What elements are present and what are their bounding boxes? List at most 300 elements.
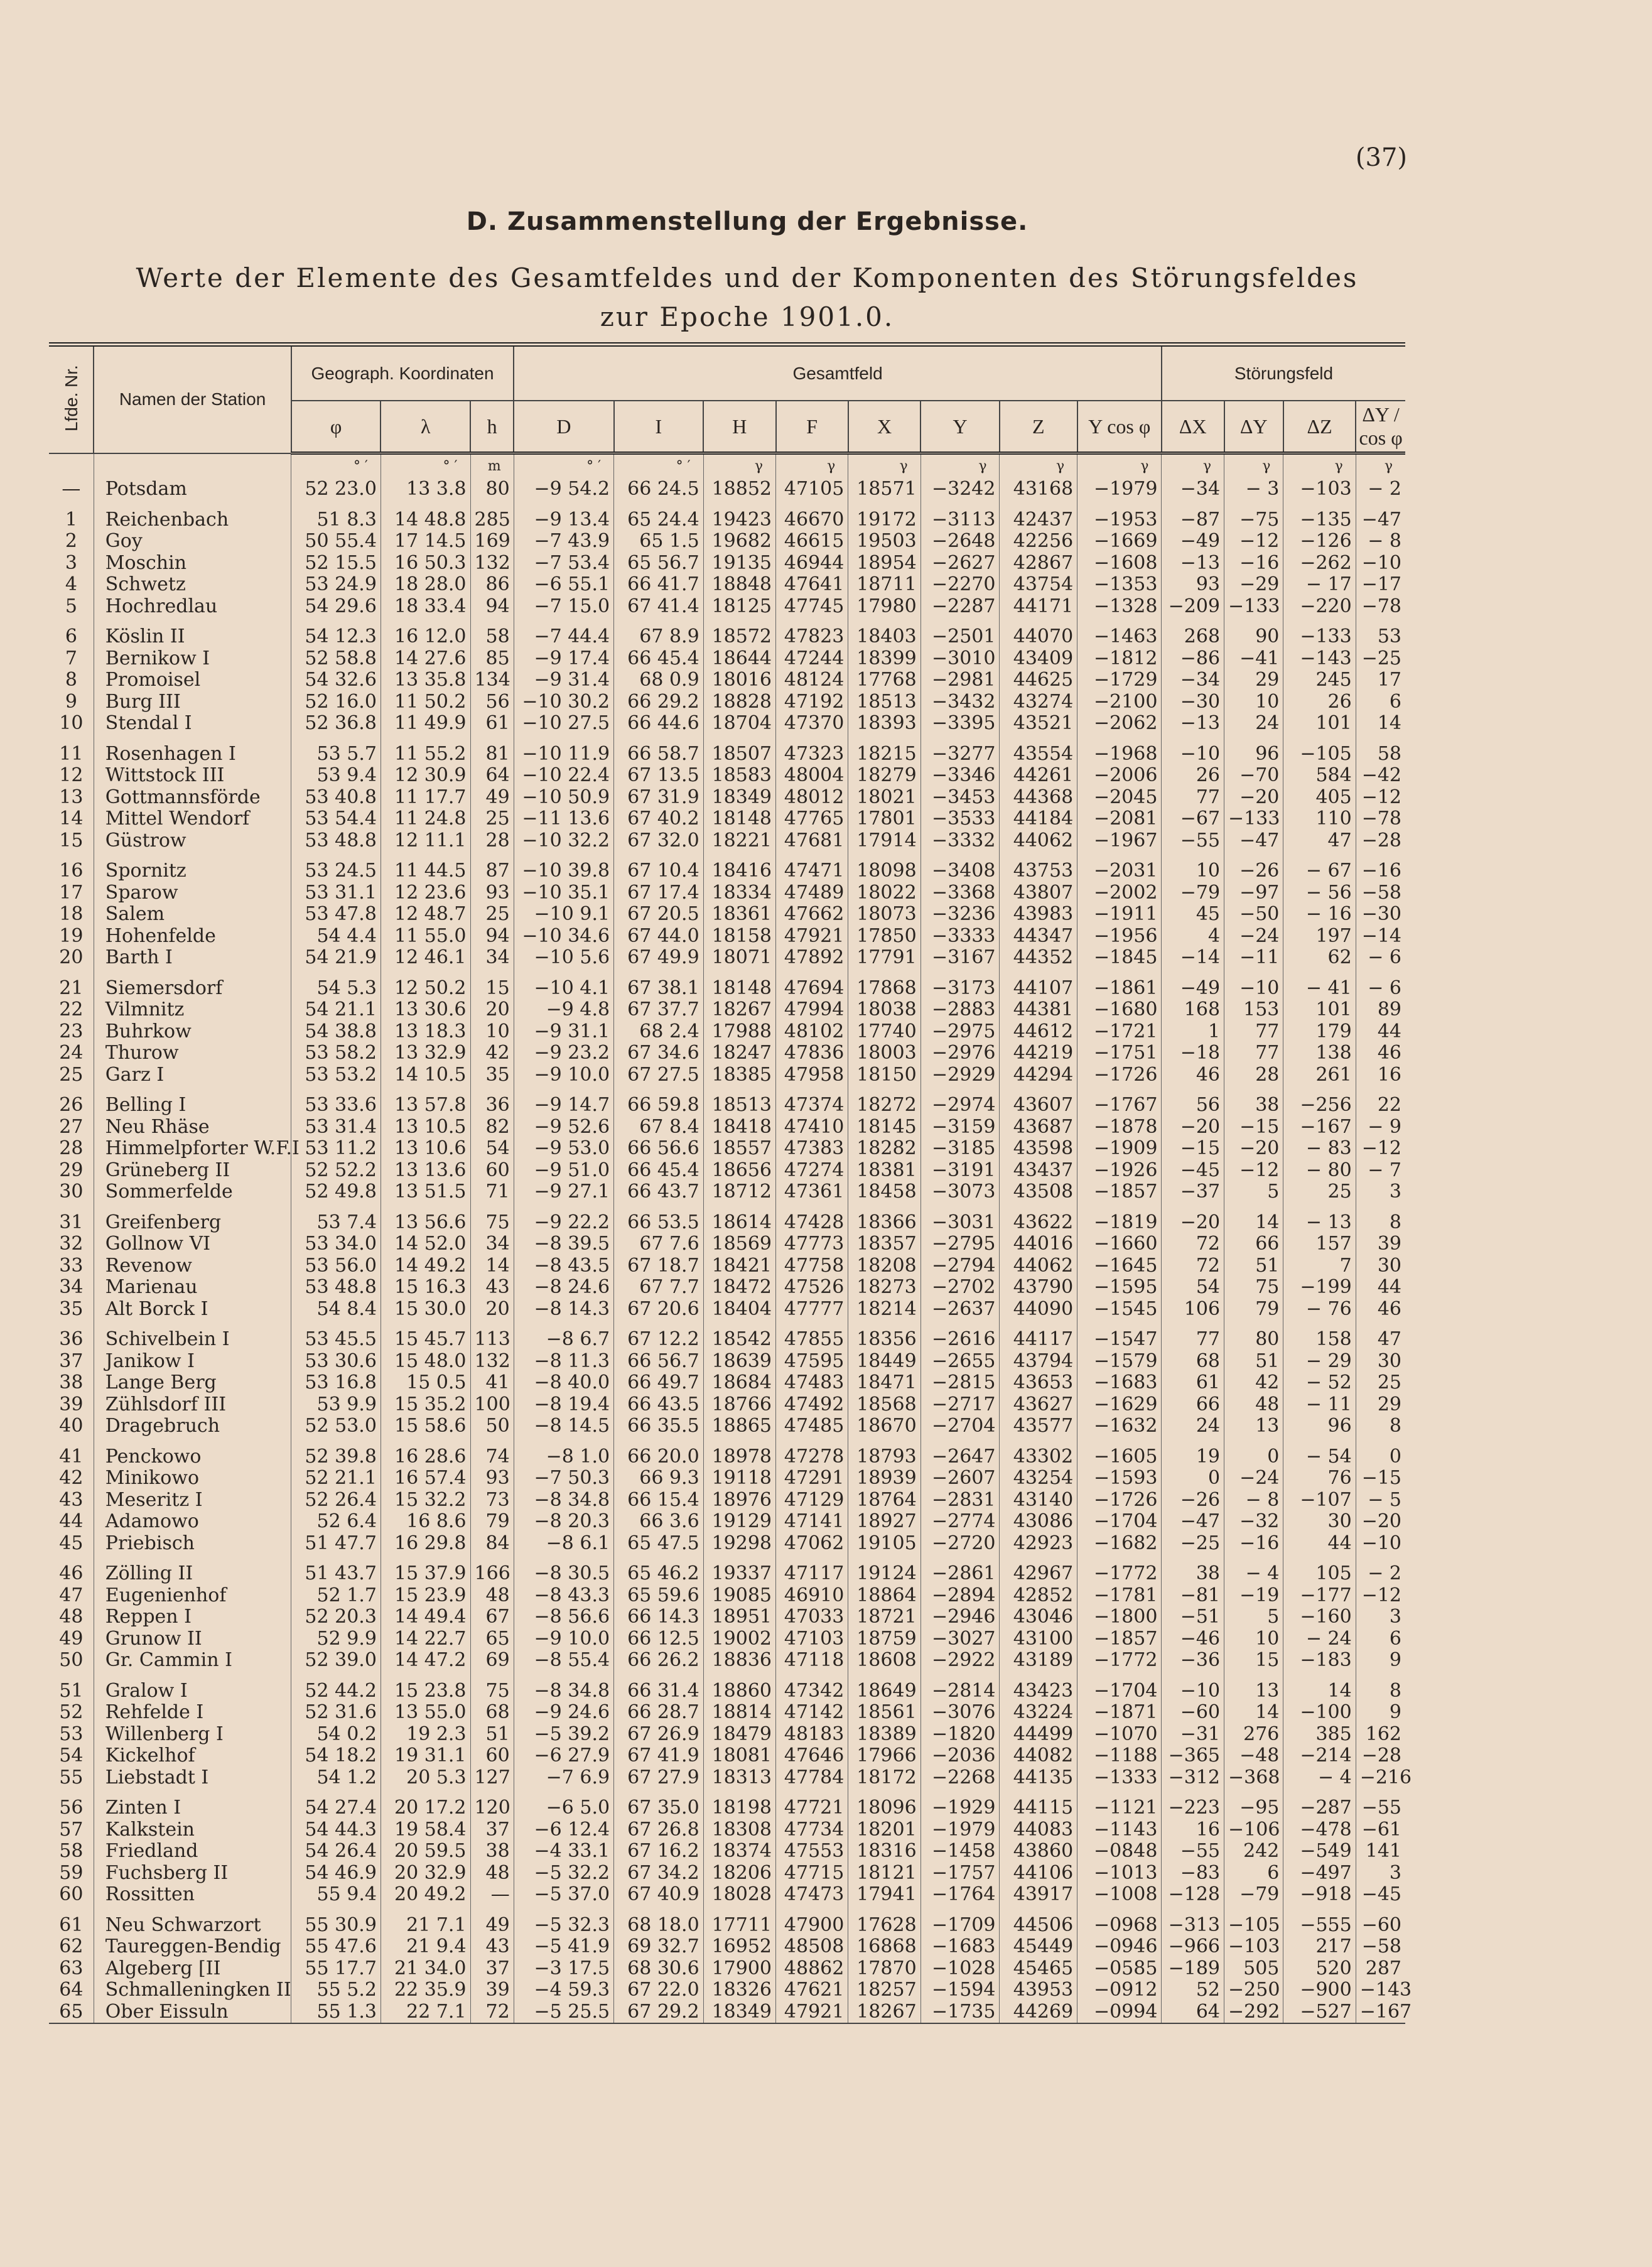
group-spacer	[49, 735, 1405, 744]
table-row	[49, 1212, 1405, 1234]
value-cell: 43168	[1000, 479, 1077, 500]
spacer-cell	[776, 500, 848, 509]
row-number: 54	[49, 1745, 94, 1767]
value-cell: 66 35.5	[614, 1415, 704, 1437]
value-cell: 39	[1377, 1233, 1401, 1255]
row-number: 60	[49, 1884, 94, 1906]
value-cell: − 4	[1224, 1563, 1283, 1585]
spacer-cell	[776, 735, 848, 744]
value-cell: −105	[1283, 744, 1356, 766]
value-cell: 67 49.9	[614, 947, 704, 969]
value-cell: 72	[1162, 1233, 1224, 1255]
value-cell: − 11	[1283, 1394, 1356, 1416]
value-cell: 43983	[1000, 904, 1077, 926]
value-cell: 47118	[776, 1650, 848, 1672]
station-name: Fuchsberg II	[94, 1863, 291, 1885]
spacer-cell	[776, 969, 848, 978]
value-cell: 67 7.7	[614, 1277, 704, 1299]
value-cell: 42923	[1000, 1533, 1077, 1555]
value-cell: 24	[1162, 1415, 1224, 1437]
value-cell: −87	[1162, 509, 1224, 531]
station-name: Greifenberg	[94, 1212, 291, 1234]
row-number: 4	[49, 574, 94, 596]
value-cell: 94	[470, 926, 514, 948]
value-cell: −1929	[920, 1797, 1000, 1819]
spacer-cell	[848, 1906, 920, 1915]
value-cell: −47	[1224, 830, 1283, 852]
table-row	[49, 1841, 1405, 1863]
spacer-cell	[291, 1203, 381, 1212]
value-cell: −9 10.0	[514, 1064, 613, 1086]
value-cell: −918	[1283, 1884, 1356, 1906]
value-cell: 44219	[1000, 1042, 1077, 1064]
value-cell: 67 13.5	[614, 765, 704, 787]
spacer-cell	[703, 969, 775, 978]
value-cell: 268	[1162, 626, 1224, 648]
value-cell: 106	[1162, 1299, 1224, 1321]
value-cell: 53 48.8	[291, 1277, 381, 1299]
spacer-cell	[1224, 735, 1283, 744]
value-cell: − 9	[1368, 1115, 1401, 1138]
spacer-cell	[920, 1554, 1000, 1563]
header-geo: Geograph. Koordinaten	[291, 345, 514, 401]
row-number: 53	[49, 1724, 94, 1746]
table-row	[49, 1797, 1405, 1819]
table-row	[49, 531, 1405, 553]
value-cell: 6	[1224, 1863, 1283, 1885]
value-cell: 38	[1162, 1563, 1224, 1585]
station-name: Barth I	[94, 947, 291, 969]
value-cell: −1735	[920, 2001, 1000, 2024]
results-table-wrapper	[49, 342, 1412, 2024]
value-cell: 54 46.9	[291, 1863, 381, 1885]
table-subtitle	[0, 259, 1494, 337]
spacer-cell	[614, 1086, 704, 1095]
spacer-cell	[514, 1320, 613, 1329]
value-cell: 79	[1224, 1299, 1283, 1321]
value-cell: 65 46.2	[614, 1563, 704, 1585]
spacer-cell	[470, 1086, 514, 1095]
value-cell: 68	[470, 1702, 514, 1724]
value-cell: 42	[1224, 1372, 1283, 1394]
value-cell: 77	[1224, 1042, 1283, 1064]
value-cell: 66 44.6	[614, 713, 704, 735]
value-cell: −12	[1224, 531, 1283, 553]
row-number: 57	[49, 1819, 94, 1841]
row-number: 29	[49, 1160, 94, 1182]
table-row	[49, 1884, 1405, 1906]
value-cell: −9 24.6	[514, 1702, 613, 1724]
value-cell: 30	[1377, 1350, 1401, 1372]
spacer-cell	[1283, 1437, 1356, 1446]
value-cell: 47103	[776, 1628, 848, 1650]
table-row	[49, 626, 1405, 648]
value-cell: 18021	[848, 787, 920, 809]
spacer-cell	[514, 500, 613, 509]
value-cell: 76	[1283, 1468, 1356, 1490]
value-cell: −8 14.5	[514, 1415, 613, 1437]
spacer-cell	[1224, 500, 1283, 509]
spacer-cell	[1356, 1672, 1405, 1680]
value-cell: −1781	[1077, 1585, 1162, 1607]
spacer-cell	[1356, 852, 1405, 860]
value-cell: 52 44.2	[291, 1680, 381, 1702]
row-number: 22	[49, 999, 94, 1021]
table-row	[49, 860, 1405, 882]
column-header: Y	[920, 401, 1000, 453]
value-cell: −2702	[920, 1277, 1000, 1299]
value-cell: 15	[470, 978, 514, 1000]
value-cell: 16 57.4	[381, 1468, 470, 1490]
station-name: Ober Eissuln	[94, 2001, 291, 2024]
spacer-cell	[920, 1788, 1000, 1797]
table-row	[49, 509, 1405, 531]
spacer-cell	[381, 735, 470, 744]
value-cell: 18148	[703, 978, 775, 1000]
value-cell: −3185	[920, 1138, 1000, 1160]
value-cell: − 41	[1283, 978, 1356, 1000]
value-cell: 67 20.6	[614, 1299, 704, 1321]
value-cell: 65 56.7	[614, 553, 704, 575]
value-cell: 44381	[1000, 999, 1077, 1021]
spacer-cell	[848, 735, 920, 744]
spacer-cell	[776, 1437, 848, 1446]
value-cell: −67	[1162, 808, 1224, 830]
spacer-cell	[49, 500, 94, 509]
spacer-cell	[291, 1906, 381, 1915]
value-cell: 1	[1162, 1021, 1224, 1043]
value-cell: 18421	[703, 1255, 775, 1277]
value-cell: −3010	[920, 648, 1000, 670]
value-cell: −2607	[920, 1468, 1000, 1490]
value-cell: −3333	[920, 926, 1000, 948]
value-cell: −8 43.5	[514, 1255, 613, 1277]
row-number: 37	[49, 1351, 94, 1373]
row-number: 56	[49, 1797, 94, 1819]
spacer-cell	[514, 1203, 613, 1212]
row-number: 40	[49, 1415, 94, 1437]
value-cell: 100	[470, 1394, 514, 1416]
value-cell: −1593	[1077, 1468, 1162, 1490]
value-cell: −527	[1283, 2001, 1356, 2024]
value-cell: −20	[1162, 1117, 1224, 1139]
value-cell: 14 49.4	[381, 1606, 470, 1628]
value-cell: 67 41.9	[614, 1745, 704, 1767]
value-cell: −1547	[1077, 1329, 1162, 1351]
value-cell: 44062	[1000, 1255, 1077, 1277]
value-cell: 82	[470, 1117, 514, 1139]
value-cell: 49	[470, 1915, 514, 1937]
value-cell: 18828	[703, 691, 775, 713]
value-cell: 19 31.1	[381, 1745, 470, 1767]
value-cell: 43653	[1000, 1372, 1077, 1394]
value-cell: 67 35.0	[614, 1797, 704, 1819]
value-cell: 47033	[776, 1606, 848, 1628]
value-cell: 276	[1224, 1724, 1283, 1746]
spacer-cell	[1224, 969, 1283, 978]
value-cell: −0946	[1077, 1936, 1162, 1958]
value-cell: −47	[1361, 508, 1401, 531]
row-number: 19	[49, 926, 94, 948]
value-cell: 4	[1162, 926, 1224, 948]
value-cell: −3159	[920, 1117, 1000, 1139]
value-cell: 53 16.8	[291, 1372, 381, 1394]
value-cell: 43622	[1000, 1212, 1077, 1234]
spacer-cell	[291, 1086, 381, 1095]
value-cell: −2062	[1077, 713, 1162, 735]
table-row	[49, 1702, 1405, 1724]
value-cell: 65 47.5	[614, 1533, 704, 1555]
value-cell: −12	[1361, 1137, 1401, 1159]
value-cell: 19	[1162, 1446, 1224, 1468]
value-cell: 18273	[848, 1277, 920, 1299]
value-cell: −12	[1224, 1160, 1283, 1182]
value-cell: 18 33.4	[381, 596, 470, 618]
value-cell: − 7	[1368, 1159, 1401, 1181]
value-cell: −45	[1361, 1883, 1401, 1905]
spacer-cell	[470, 1203, 514, 1212]
value-cell: − 2	[1368, 478, 1401, 500]
value-cell: 66 58.7	[614, 744, 704, 766]
value-cell: 47681	[776, 830, 848, 852]
spacer-cell	[703, 1437, 775, 1446]
value-cell: 54 38.8	[291, 1021, 381, 1043]
value-cell: −2006	[1077, 765, 1162, 787]
value-cell: 48124	[776, 669, 848, 691]
value-cell: 18836	[703, 1650, 775, 1672]
value-cell: 11 44.5	[381, 860, 470, 882]
value-cell: − 80	[1283, 1160, 1356, 1182]
value-cell: −1682	[1077, 1533, 1162, 1555]
value-cell: 43140	[1000, 1490, 1077, 1512]
value-cell: − 56	[1283, 882, 1356, 904]
value-cell: −13	[1162, 553, 1224, 575]
value-cell: 18081	[703, 1745, 775, 1767]
unit-cell: ° ′	[381, 453, 470, 479]
row-number: 2	[49, 531, 94, 553]
spacer-cell	[1077, 1320, 1162, 1329]
row-number: 34	[49, 1277, 94, 1299]
value-cell: 13	[1224, 1415, 1283, 1437]
value-cell: −2717	[920, 1394, 1000, 1416]
spacer-cell	[49, 969, 94, 978]
row-number: 43	[49, 1490, 94, 1512]
value-cell: 41	[470, 1372, 514, 1394]
value-cell: 19135	[703, 553, 775, 575]
value-cell: −7 50.3	[514, 1468, 613, 1490]
value-cell: 47641	[776, 574, 848, 596]
table-row	[49, 744, 1405, 766]
value-cell: 58	[470, 626, 514, 648]
row-number: 21	[49, 978, 94, 1000]
value-cell: −1871	[1077, 1702, 1162, 1724]
table-row	[49, 1064, 1405, 1086]
row-number: 1	[49, 509, 94, 531]
spacer-cell	[614, 1437, 704, 1446]
value-cell: 47483	[776, 1372, 848, 1394]
spacer-cell	[1224, 1554, 1283, 1563]
spacer-cell	[703, 735, 775, 744]
column-header: ΔX	[1162, 401, 1224, 453]
value-cell: 47142	[776, 1702, 848, 1724]
station-name: Lange Berg	[94, 1372, 291, 1394]
value-cell: 18326	[703, 1979, 775, 2001]
value-cell: −1683	[920, 1936, 1000, 1958]
value-cell: 17628	[848, 1915, 920, 1937]
spacer-cell	[94, 1086, 291, 1095]
station-name: Sparow	[94, 882, 291, 904]
value-cell: 10	[1224, 691, 1283, 713]
value-cell: 16	[1162, 1819, 1224, 1841]
value-cell: −3277	[920, 744, 1000, 766]
value-cell: 87	[470, 860, 514, 882]
value-cell: 18513	[703, 1095, 775, 1117]
station-name: Mittel Wendorf	[94, 808, 291, 830]
value-cell: 141	[1365, 1840, 1401, 1862]
value-cell: 65	[470, 1628, 514, 1650]
value-cell: 67 40.9	[614, 1884, 704, 1906]
value-cell: −16	[1361, 860, 1401, 882]
value-cell: −6 12.4	[514, 1819, 613, 1841]
value-cell: 18764	[848, 1490, 920, 1512]
value-cell: 18073	[848, 904, 920, 926]
value-cell: 53 7.4	[291, 1212, 381, 1234]
value-cell: −497	[1283, 1863, 1356, 1885]
value-cell: 19423	[703, 509, 775, 531]
value-cell: −3242	[920, 479, 1000, 500]
value-cell: 44352	[1000, 947, 1077, 969]
value-cell: 44090	[1000, 1299, 1077, 1321]
value-cell: 47855	[776, 1329, 848, 1351]
value-cell: 65 24.4	[614, 509, 704, 531]
spacer-cell	[94, 500, 291, 509]
value-cell: −223	[1162, 1797, 1224, 1819]
value-cell: −15	[1162, 1138, 1224, 1160]
value-cell: 3	[1389, 1606, 1401, 1628]
value-cell: 64	[1162, 2001, 1224, 2024]
value-cell: −2287	[920, 596, 1000, 618]
group-spacer	[49, 969, 1405, 978]
value-cell: −20	[1224, 1138, 1283, 1160]
value-cell: −47	[1162, 1511, 1224, 1533]
value-cell: 101	[1283, 999, 1356, 1021]
value-cell: 43302	[1000, 1446, 1077, 1468]
value-cell: 51 8.3	[291, 509, 381, 531]
spacer-cell	[1000, 1672, 1077, 1680]
spacer-cell	[291, 735, 381, 744]
value-cell: 77	[1224, 1021, 1283, 1043]
value-cell: 17988	[703, 1021, 775, 1043]
group-spacer	[49, 500, 1405, 509]
value-cell: 8	[1389, 1211, 1401, 1233]
value-cell: 14 52.0	[381, 1233, 470, 1255]
spacer-cell	[1224, 1203, 1283, 1212]
station-name: Burg III	[94, 691, 291, 713]
value-cell: 28	[470, 830, 514, 852]
spacer-cell	[1000, 852, 1077, 860]
value-cell: −9 14.7	[514, 1095, 613, 1117]
value-cell: −167	[1283, 1117, 1356, 1139]
value-cell: 18198	[703, 1797, 775, 1819]
value-cell: −78	[1361, 595, 1401, 617]
spacer-cell	[1224, 1788, 1283, 1797]
value-cell: −12	[1361, 786, 1401, 808]
station-name: Kalkstein	[94, 1819, 291, 1841]
row-number: 32	[49, 1233, 94, 1255]
spacer-cell	[1000, 500, 1077, 509]
value-cell: 15 32.2	[381, 1490, 470, 1512]
value-cell: −60	[1162, 1702, 1224, 1724]
value-cell: 11 55.0	[381, 926, 470, 948]
value-cell: 43598	[1000, 1138, 1077, 1160]
value-cell: 13 30.6	[381, 999, 470, 1021]
value-cell: 38	[1224, 1095, 1283, 1117]
table-row	[49, 479, 1405, 500]
spacer-cell	[776, 617, 848, 626]
spacer-cell	[291, 1320, 381, 1329]
value-cell: −2861	[920, 1563, 1000, 1585]
value-cell: 43754	[1000, 574, 1077, 596]
value-cell: 48862	[776, 1958, 848, 1980]
value-cell: −3167	[920, 947, 1000, 969]
value-cell: −0968	[1077, 1915, 1162, 1937]
spacer-cell	[1162, 1906, 1224, 1915]
value-cell: 18670	[848, 1415, 920, 1437]
value-cell: −2268	[920, 1767, 1000, 1789]
value-cell: 85	[470, 648, 514, 670]
value-cell: −160	[1283, 1606, 1356, 1628]
spacer-cell	[703, 1906, 775, 1915]
row-number: 20	[49, 947, 94, 969]
table-row	[49, 1585, 1405, 1607]
value-cell: 30	[1283, 1511, 1356, 1533]
column-header: ΔY / cos φ	[1356, 401, 1405, 453]
value-cell: 47374	[776, 1095, 848, 1117]
value-cell: 46	[1162, 1064, 1224, 1086]
row-number: 6	[49, 626, 94, 648]
group-spacer	[49, 852, 1405, 860]
value-cell: 14	[470, 1255, 514, 1277]
column-header: ΔZ	[1283, 401, 1356, 453]
value-cell: 18393	[848, 713, 920, 735]
spacer-cell	[470, 1788, 514, 1797]
spacer-cell	[1224, 617, 1283, 626]
value-cell: 58	[1377, 742, 1401, 765]
spacer-cell	[776, 1788, 848, 1797]
spacer-cell	[1224, 852, 1283, 860]
value-cell: 12 46.1	[381, 947, 470, 969]
value-cell: −1629	[1077, 1394, 1162, 1416]
value-cell: −1857	[1077, 1628, 1162, 1650]
value-cell: −79	[1224, 1884, 1283, 1906]
value-cell: 18349	[703, 787, 775, 809]
value-cell: 77	[1162, 1329, 1224, 1351]
value-cell: 113	[470, 1329, 514, 1351]
value-cell: −9 27.1	[514, 1181, 613, 1203]
value-cell: 18860	[703, 1680, 775, 1702]
value-cell: 13 10.6	[381, 1138, 470, 1160]
value-cell: 25	[1283, 1181, 1356, 1203]
value-cell: 47646	[776, 1745, 848, 1767]
value-cell: −2616	[920, 1329, 1000, 1351]
table-row	[49, 1021, 1405, 1043]
row-number: 23	[49, 1021, 94, 1043]
value-cell: 19503	[848, 531, 920, 553]
value-cell: 44106	[1000, 1863, 1077, 1885]
value-cell: 13 32.9	[381, 1042, 470, 1064]
spacer-cell	[703, 1672, 775, 1680]
value-cell: 18121	[848, 1863, 920, 1885]
